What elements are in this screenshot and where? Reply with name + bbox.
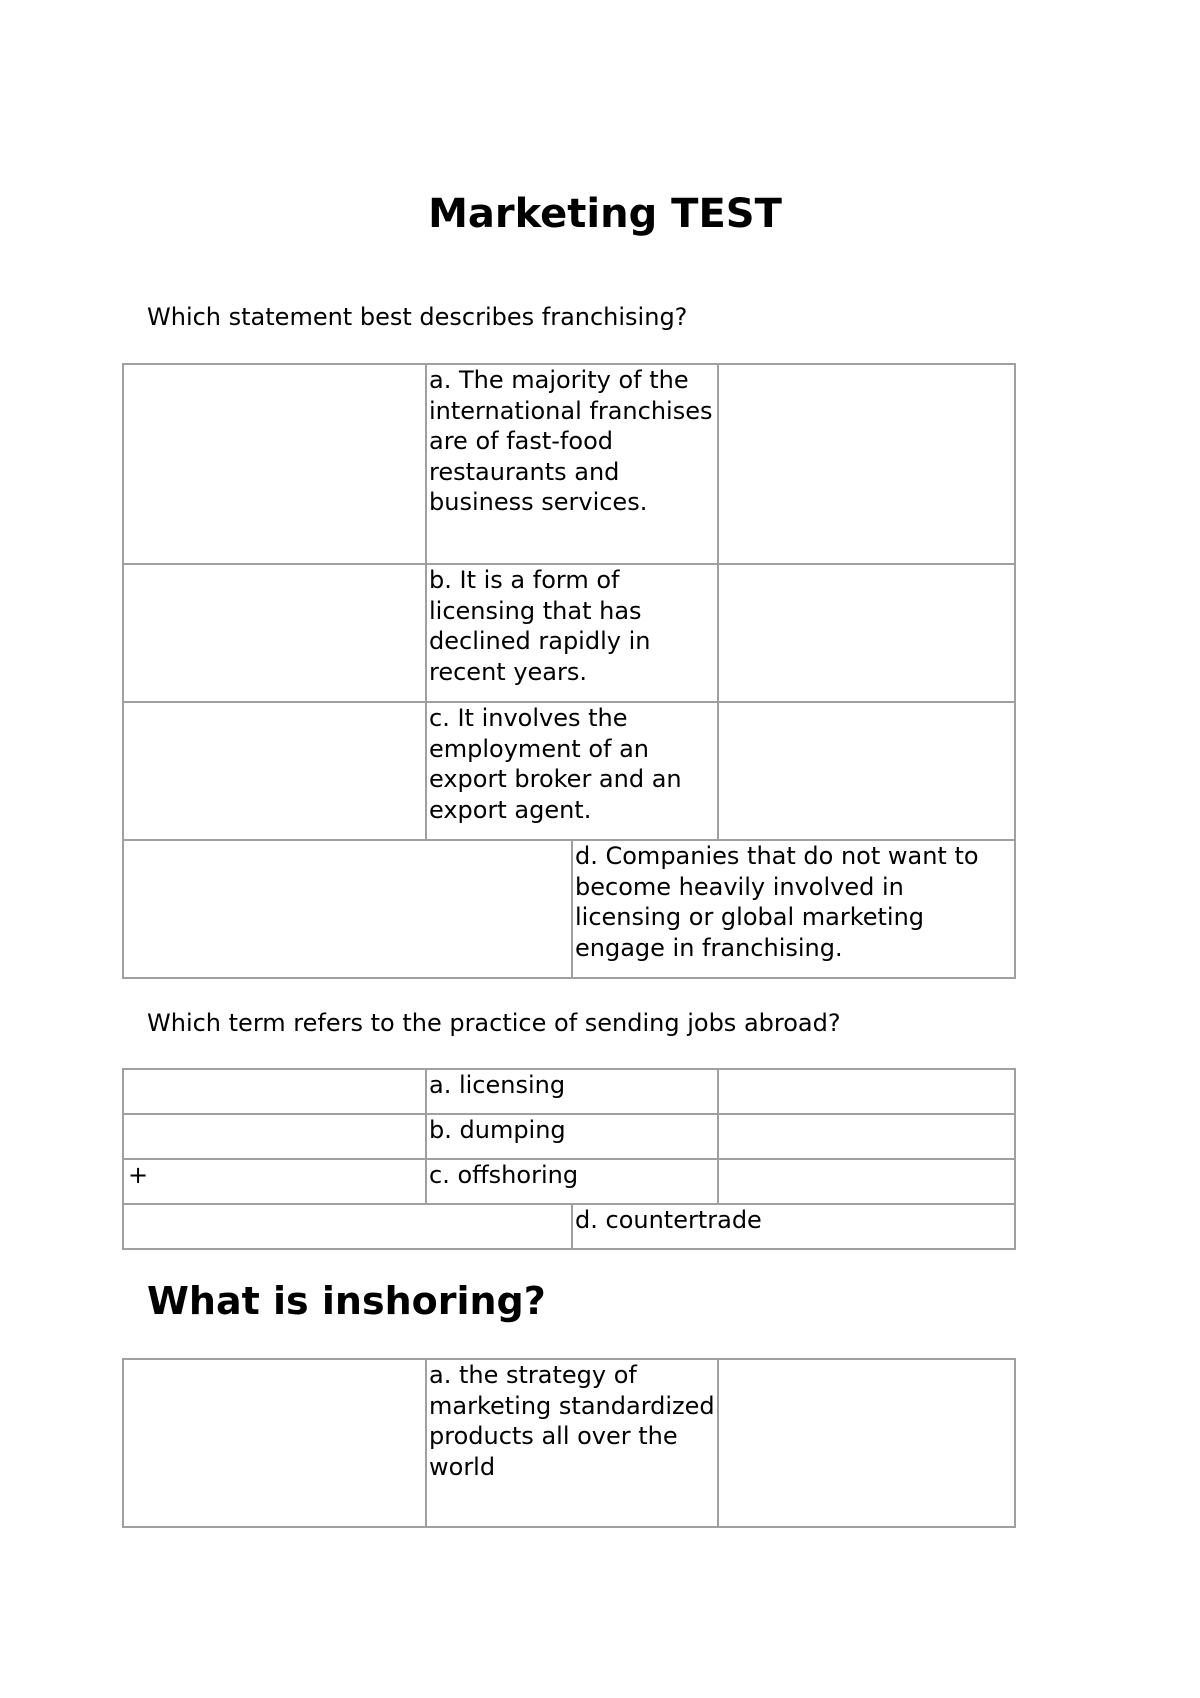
table-row <box>123 702 1015 840</box>
selected-answer-marker: + <box>128 1161 149 1189</box>
question-2-text: Which term refers to the practice of sending jobs abroad? <box>147 1009 841 1037</box>
answer-marker-cell <box>123 702 426 840</box>
answer-marker-cell <box>123 1204 572 1249</box>
table-row <box>123 1204 1015 1249</box>
question-2-answer-table <box>122 1068 1016 1250</box>
table-row <box>123 840 1015 978</box>
answer-option-b[interactable]: b. dumping <box>426 1114 718 1159</box>
empty-cell <box>718 1069 1015 1114</box>
page-title: Marketing TEST <box>428 191 782 237</box>
answer-option-c[interactable]: c. It involves the employment of an export broker and an export agent. <box>426 702 718 840</box>
empty-cell <box>718 1114 1015 1159</box>
table-row <box>123 1159 1015 1204</box>
table-row <box>123 564 1015 702</box>
answer-option-a[interactable]: a. The majority of the international franchises are of fast-food restaurants and business services. <box>426 364 718 564</box>
table-row <box>123 364 1015 564</box>
answer-marker-cell <box>123 1069 426 1114</box>
answer-option-a[interactable]: a. the strategy of marketing standardized products all over the world <box>426 1359 718 1527</box>
table-row <box>123 1359 1015 1527</box>
empty-cell <box>718 1159 1015 1204</box>
answer-marker-cell <box>123 1359 426 1527</box>
answer-option-c[interactable]: c. offshoring <box>426 1159 718 1204</box>
question-3-text: What is inshoring? <box>147 1279 546 1323</box>
question-3-answer-table <box>122 1358 1016 1528</box>
answer-option-d[interactable]: d. countertrade <box>572 1204 1015 1249</box>
answer-marker-cell <box>123 364 426 564</box>
table-row <box>123 1069 1015 1114</box>
table-row <box>123 1114 1015 1159</box>
answer-marker-cell <box>123 840 572 978</box>
answer-marker-cell <box>123 1159 426 1204</box>
answer-marker-cell <box>123 564 426 702</box>
answer-option-a[interactable]: a. licensing <box>426 1069 718 1114</box>
empty-cell <box>718 564 1015 702</box>
answer-option-d[interactable]: d. Companies that do not want to become heavily involved in licensing or global marketing engage in franchising. <box>572 840 1015 978</box>
answer-marker-cell <box>123 1114 426 1159</box>
question-1-text: Which statement best describes franchising? <box>147 303 688 331</box>
empty-cell <box>718 1359 1015 1527</box>
answer-option-b[interactable]: b. It is a form of licensing that has declined rapidly in recent years. <box>426 564 718 702</box>
empty-cell <box>718 364 1015 564</box>
empty-cell <box>718 702 1015 840</box>
question-1-answer-table <box>122 363 1016 979</box>
